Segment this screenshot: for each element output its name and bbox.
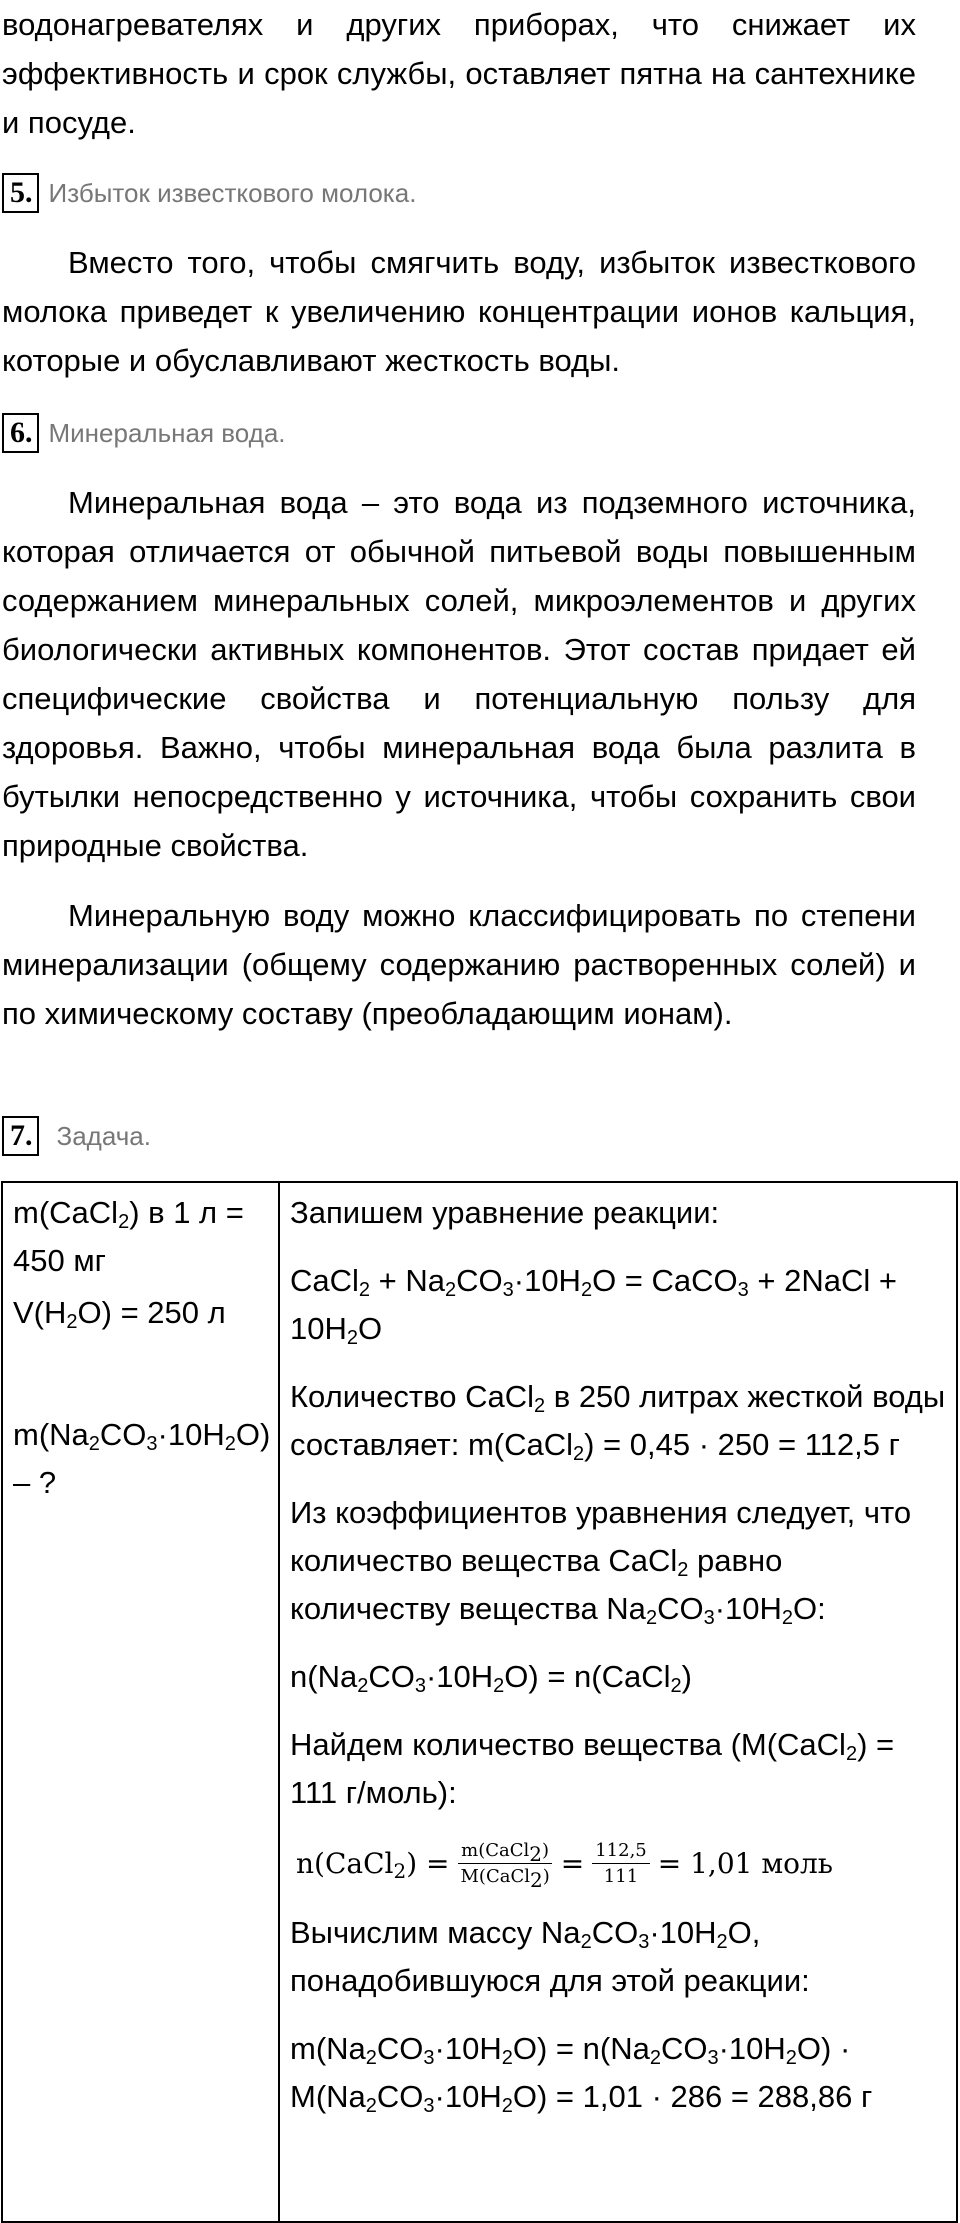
section-5-title: Избыток известкового молока.	[48, 177, 417, 208]
section-5-body	[2, 238, 916, 385]
section-6-body-1	[2, 478, 916, 870]
formula-fraction-2	[592, 1840, 650, 1887]
given-volume-water: $V(H_2O) = 250$ л	[13, 1295, 226, 1333]
section-6-paragraph-2: Минеральную воду можно классифицировать по степени минерализации (общему содержанию растворенных солей) и по химическому составу (преобладающим ионам).	[2, 898, 916, 1031]
solution-relation: $n(Na_2CO_3\cdot 10H_2O)$ = n(CaCl$_2$)	[290, 1659, 692, 1697]
solution-cell	[279, 1182, 957, 2222]
formula-fraction-1-numerator: m(CaCl$_2$)	[458, 1840, 552, 1864]
section-5-heading	[2, 170, 416, 216]
given-cell	[2, 1182, 279, 2222]
intro-text: водонагревателях и других приборах, что снижает их эффективность и срок службы, оставляет пятна на сантехнике и посуде.	[2, 7, 916, 140]
given-unknown: $m(Na_2CO_3\cdot 10H_2O)$ – ?	[13, 1417, 271, 1500]
formula-fraction-1	[457, 1839, 552, 1892]
section-6-title: Минеральная вода.	[48, 417, 286, 448]
formula-fraction-2-numerator: 112,5	[592, 1840, 650, 1864]
section-7-number: 7.	[2, 1116, 39, 1156]
solution-step-4: Найдем количество вещества (M(CaCl$_2$) = 111 г/моль):	[290, 1727, 895, 1810]
section-6-number: 6.	[2, 413, 39, 453]
solution-step-5: Вычислим массу $Na_2CO_3\cdot 10H_2O$, понадобившуюся для этой реакции:	[290, 1915, 810, 1998]
solution-equation: CaCl$_2$ + $Na_2CO_3\cdot 10H_2O$ = CaCO$_3$ + 2NaCl + $10H_2O$	[290, 1263, 897, 1349]
solution-step-2: Количество CaCl$_2$ в 250 литрах жесткой воды составляет: m(CaCl$_2$) = 0,45 · 250 = 112,5 г	[290, 1379, 946, 1465]
section-6-body-2	[2, 891, 916, 1038]
solution-final: $m(Na_2CO_3\cdot 10H_2O) = n(Na_2CO_3\cdot 10H_2O) \cdot M(Na_2CO_3\cdot 10H_2O) = 1,01 \cdot 286 = 288,86$ г	[290, 2031, 873, 2117]
solution-step-1: Запишем уравнение реакции:	[290, 1195, 720, 1230]
formula-fraction-1-denominator: M(CaCl$_2$)	[460, 1865, 550, 1892]
section-7-heading	[2, 1113, 151, 1159]
solution-step-3: Из коэффициентов уравнения следует, что количество вещества CaCl$_2$ равно количеству вещества $Na_2CO_3\cdot 10H_2O$:	[290, 1495, 912, 1629]
given-mass-cacl2: m(CaCl$_2$) в 1 л = 450 мг	[13, 1195, 244, 1278]
section-7-title: Задача.	[56, 1120, 151, 1151]
section-5-number: 5.	[2, 173, 39, 213]
formula-equals: =	[560, 1846, 585, 1880]
formula-fraction-2-denominator: 111	[603, 1865, 639, 1887]
section-6-heading	[2, 410, 286, 456]
intro-paragraph	[2, 0, 916, 147]
section-5-paragraph: Вместо того, чтобы смягчить воду, избыток известкового молока приведет к увеличению концентрации ионов кальция, которые и обуславливают жесткость воды.	[2, 245, 916, 378]
formula-result: = 1,01 моль	[657, 1846, 834, 1880]
section-6-paragraph-1: Минеральная вода – это вода из подземного источника, которая отличается от обычной питьевой воды повышенным содержанием минеральных солей, микроэлементов и других биологически активных компонентов. Этот состав придает ей специфические свойства и потенциальную пользу для здоровья. Важно, чтобы минеральная вода была разлита в бутылки непосредственно у источника, чтобы сохранить свои природные свойства.	[2, 485, 916, 863]
formula-lhs: n(CaCl$_2$) =	[296, 1846, 450, 1883]
solution-formula	[290, 1817, 946, 1909]
task-table	[1, 1181, 958, 2223]
